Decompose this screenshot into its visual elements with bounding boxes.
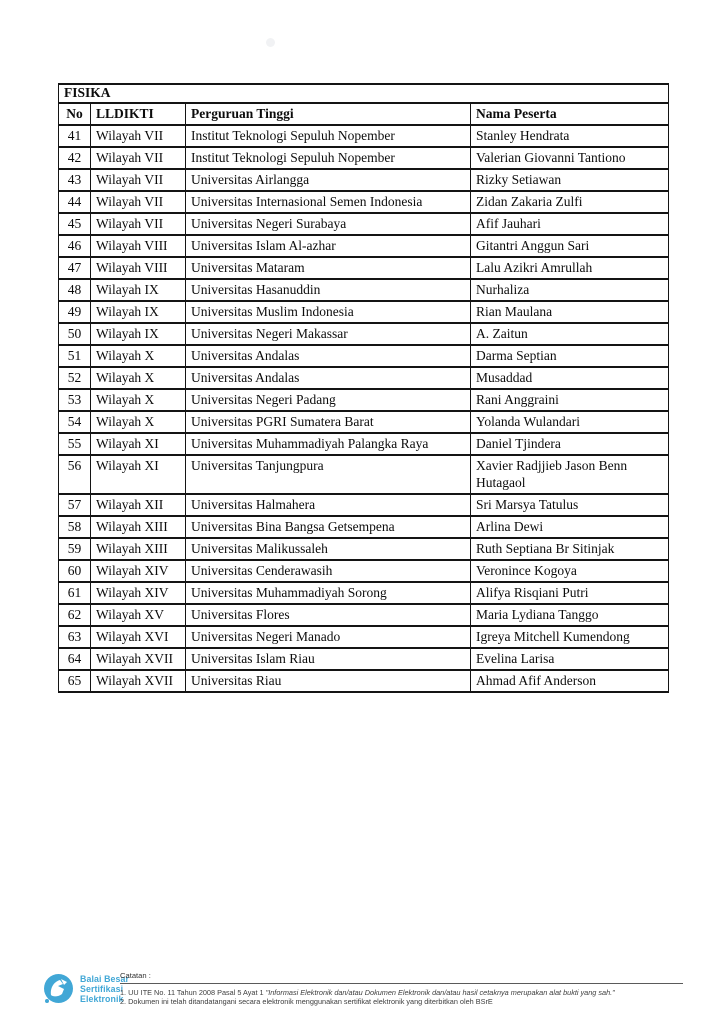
cell-lldikti: Wilayah XIII — [91, 516, 186, 538]
cell-perguruan-tinggi: Universitas Halmahera — [186, 494, 471, 516]
cell-perguruan-tinggi: Universitas Bina Bangsa Getsempena — [186, 516, 471, 538]
cell-no: 44 — [59, 191, 91, 213]
cell-perguruan-tinggi: Universitas Airlangga — [186, 169, 471, 191]
cell-lldikti: Wilayah XI — [91, 433, 186, 455]
cell-no: 65 — [59, 670, 91, 692]
table-row — [59, 213, 669, 235]
cell-perguruan-tinggi: Institut Teknologi Sepuluh Nopember — [186, 125, 471, 147]
cell-nama-peserta: Rian Maulana — [471, 301, 669, 323]
col-header-perguruan-tinggi: Perguruan Tinggi — [186, 103, 471, 125]
logo-text-line3: Elektronik — [80, 994, 124, 1004]
table-row — [59, 626, 669, 648]
table-row — [59, 560, 669, 582]
cell-lldikti: Wilayah XIV — [91, 560, 186, 582]
cell-no: 41 — [59, 125, 91, 147]
cell-no: 56 — [59, 455, 91, 494]
cell-lldikti: Wilayah X — [91, 367, 186, 389]
cell-nama-peserta: Ahmad Afif Anderson — [471, 670, 669, 692]
cell-lldikti: Wilayah XIII — [91, 538, 186, 560]
note-line-2: 2. Dokumen ini telah ditandatangani secara elektronik menggunakan sertifikat elektronik yang diterbitkan oleh BSrE — [120, 997, 493, 1006]
cell-no: 45 — [59, 213, 91, 235]
cell-lldikti: Wilayah IX — [91, 301, 186, 323]
bsre-logo-icon — [41, 972, 75, 1006]
table-row — [59, 367, 669, 389]
cell-nama-peserta: Zidan Zakaria Zulfi — [471, 191, 669, 213]
cell-nama-peserta: Igreya Mitchell Kumendong — [471, 626, 669, 648]
cell-nama-peserta: Valerian Giovanni Tantiono — [471, 147, 669, 169]
table-row — [59, 455, 669, 494]
cell-no: 55 — [59, 433, 91, 455]
cell-perguruan-tinggi: Universitas Flores — [186, 604, 471, 626]
bsre-logo — [41, 972, 129, 1006]
cell-lldikti: Wilayah XI — [91, 455, 186, 494]
table-row — [59, 147, 669, 169]
cell-lldikti: Wilayah VII — [91, 191, 186, 213]
cell-lldikti: Wilayah VII — [91, 125, 186, 147]
cell-lldikti: Wilayah X — [91, 389, 186, 411]
cell-perguruan-tinggi: Universitas Mataram — [186, 257, 471, 279]
cell-no: 52 — [59, 367, 91, 389]
cell-no: 57 — [59, 494, 91, 516]
cell-perguruan-tinggi: Universitas Andalas — [186, 367, 471, 389]
catatan-label: Catatan : — [120, 971, 151, 980]
cell-no: 60 — [59, 560, 91, 582]
cell-nama-peserta: Yolanda Wulandari — [471, 411, 669, 433]
table-row — [59, 538, 669, 560]
cell-no: 54 — [59, 411, 91, 433]
cell-perguruan-tinggi: Universitas Negeri Padang — [186, 389, 471, 411]
cell-no: 43 — [59, 169, 91, 191]
table-row — [59, 257, 669, 279]
cell-perguruan-tinggi: Universitas Negeri Makassar — [186, 323, 471, 345]
cell-perguruan-tinggi: Universitas Islam Al-azhar — [186, 235, 471, 257]
cell-lldikti: Wilayah VII — [91, 169, 186, 191]
cell-perguruan-tinggi: Universitas Cenderawasih — [186, 560, 471, 582]
cell-nama-peserta: Lalu Azikri Amrullah — [471, 257, 669, 279]
note-1-prefix: 1. UU ITE No. 11 Tahun 2008 Pasal 5 Ayat 1 — [120, 988, 266, 997]
cell-no: 61 — [59, 582, 91, 604]
cell-lldikti: Wilayah XVII — [91, 648, 186, 670]
cell-perguruan-tinggi: Universitas Internasional Semen Indonesia — [186, 191, 471, 213]
cell-perguruan-tinggi: Institut Teknologi Sepuluh Nopember — [186, 147, 471, 169]
table-body — [59, 125, 669, 692]
footer-notes — [120, 971, 685, 1006]
cell-nama-peserta: Daniel Tjindera — [471, 433, 669, 455]
cell-perguruan-tinggi: Universitas Islam Riau — [186, 648, 471, 670]
cell-perguruan-tinggi: Universitas Negeri Manado — [186, 626, 471, 648]
cell-nama-peserta: Stanley Hendrata — [471, 125, 669, 147]
cell-no: 58 — [59, 516, 91, 538]
cell-nama-peserta: Rani Anggraini — [471, 389, 669, 411]
col-header-lldikti: LLDIKTI — [91, 103, 186, 125]
cell-perguruan-tinggi: Universitas Andalas — [186, 345, 471, 367]
cell-no: 62 — [59, 604, 91, 626]
cell-lldikti: Wilayah X — [91, 345, 186, 367]
cell-no: 47 — [59, 257, 91, 279]
section-title: FISIKA — [59, 84, 669, 103]
table-row — [59, 433, 669, 455]
cell-nama-peserta: Ruth Septiana Br Sitinjak — [471, 538, 669, 560]
cell-lldikti: Wilayah VII — [91, 147, 186, 169]
cell-no: 48 — [59, 279, 91, 301]
cell-nama-peserta: Rizky Setiawan — [471, 169, 669, 191]
cell-no: 51 — [59, 345, 91, 367]
table-row — [59, 345, 669, 367]
cell-lldikti: Wilayah XII — [91, 494, 186, 516]
cell-no: 50 — [59, 323, 91, 345]
cell-lldikti: Wilayah VIII — [91, 235, 186, 257]
participants-table — [58, 83, 669, 693]
cell-nama-peserta: Maria Lydiana Tanggo — [471, 604, 669, 626]
table-row — [59, 235, 669, 257]
cell-perguruan-tinggi: Universitas Riau — [186, 670, 471, 692]
cell-perguruan-tinggi: Universitas Muslim Indonesia — [186, 301, 471, 323]
cell-lldikti: Wilayah VII — [91, 213, 186, 235]
col-header-no: No — [59, 103, 91, 125]
table-row — [59, 670, 669, 692]
col-header-nama-peserta: Nama Peserta — [471, 103, 669, 125]
table-row — [59, 494, 669, 516]
cell-nama-peserta: Arlina Dewi — [471, 516, 669, 538]
cell-nama-peserta: Veronince Kogoya — [471, 560, 669, 582]
table-row — [59, 191, 669, 213]
table-row — [59, 323, 669, 345]
table-header-row — [59, 103, 669, 125]
table-row — [59, 648, 669, 670]
cell-perguruan-tinggi: Universitas Muhammadiyah Palangka Raya — [186, 433, 471, 455]
cell-no: 63 — [59, 626, 91, 648]
cell-nama-peserta: Musaddad — [471, 367, 669, 389]
table-row — [59, 125, 669, 147]
cell-no: 53 — [59, 389, 91, 411]
cell-nama-peserta: Darma Septian — [471, 345, 669, 367]
cell-nama-peserta: Nurhaliza — [471, 279, 669, 301]
note-line-1 — [120, 988, 685, 997]
cell-nama-peserta: Afif Jauhari — [471, 213, 669, 235]
cell-nama-peserta: Evelina Larisa — [471, 648, 669, 670]
cell-nama-peserta: Gitantri Anggun Sari — [471, 235, 669, 257]
cell-nama-peserta: Xavier Radjjieb Jason Benn Hutagaol — [471, 455, 669, 494]
scan-artifact — [266, 38, 275, 47]
table-row — [59, 169, 669, 191]
cell-perguruan-tinggi: Universitas Tanjungpura — [186, 455, 471, 494]
cell-perguruan-tinggi: Universitas Negeri Surabaya — [186, 213, 471, 235]
table-row — [59, 516, 669, 538]
cell-lldikti: Wilayah XVII — [91, 670, 186, 692]
cell-perguruan-tinggi: Universitas PGRI Sumatera Barat — [186, 411, 471, 433]
cell-no: 46 — [59, 235, 91, 257]
cell-perguruan-tinggi: Universitas Muhammadiyah Sorong — [186, 582, 471, 604]
cell-lldikti: Wilayah IX — [91, 279, 186, 301]
note-1-quote: "Informasi Elektronik dan/atau Dokumen Elektronik dan/atau hasil cetaknya merupakan alat bukti yang sah." — [265, 988, 615, 997]
cell-lldikti: Wilayah VIII — [91, 257, 186, 279]
cell-nama-peserta: Sri Marsya Tatulus — [471, 494, 669, 516]
table-row — [59, 411, 669, 433]
cell-lldikti: Wilayah IX — [91, 323, 186, 345]
cell-nama-peserta: Alifya Risqiani Putri — [471, 582, 669, 604]
cell-no: 42 — [59, 147, 91, 169]
section-title-row — [59, 84, 669, 103]
cell-lldikti: Wilayah XV — [91, 604, 186, 626]
cell-lldikti: Wilayah XIV — [91, 582, 186, 604]
logo-text-line1: Balai Besar — [80, 974, 130, 984]
cell-perguruan-tinggi: Universitas Hasanuddin — [186, 279, 471, 301]
table-row — [59, 604, 669, 626]
cell-lldikti: Wilayah XVI — [91, 626, 186, 648]
cell-nama-peserta: A. Zaitun — [471, 323, 669, 345]
cell-perguruan-tinggi: Universitas Malikussaleh — [186, 538, 471, 560]
table-row — [59, 301, 669, 323]
cell-no: 49 — [59, 301, 91, 323]
cell-no: 59 — [59, 538, 91, 560]
table-row — [59, 582, 669, 604]
cell-no: 64 — [59, 648, 91, 670]
cell-lldikti: Wilayah X — [91, 411, 186, 433]
table-row — [59, 389, 669, 411]
table-row — [59, 279, 669, 301]
logo-text-line2: Sertifikasi — [80, 984, 124, 994]
notes-divider — [120, 983, 683, 984]
